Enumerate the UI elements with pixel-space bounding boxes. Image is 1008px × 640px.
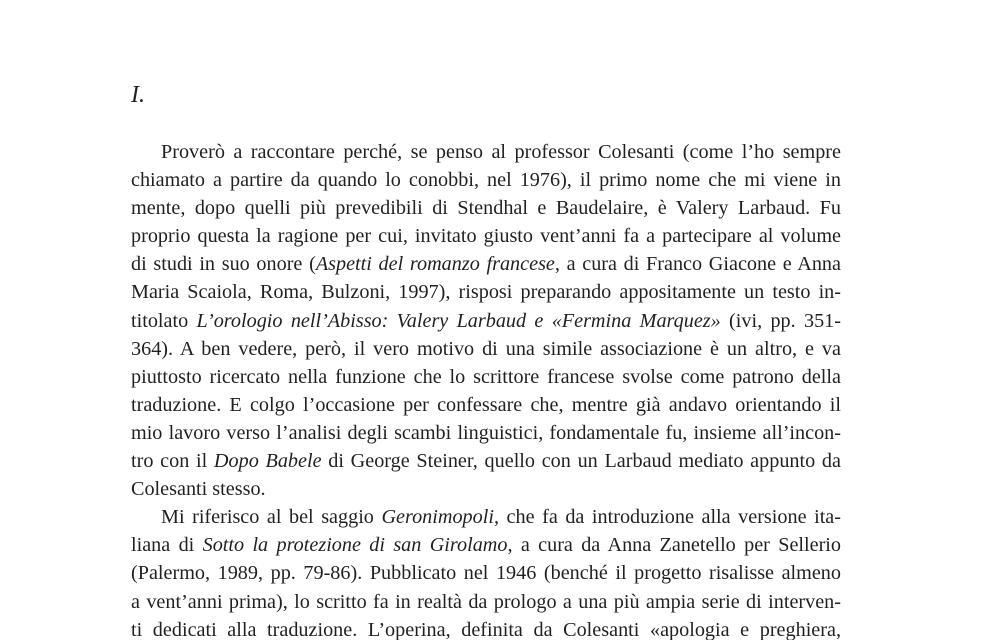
italic-title: L’orologio nell’Abisso: Valery Larbaud e «Fermina Marquez» [196,309,721,332]
text-line: Maria Scaiola, Roma, Bulzoni, 1997), risposi preparando appositamente un testo in- [131,281,841,304]
italic-title: Geronimopoli [381,506,494,529]
text-line: liana di Sotto la protezione di san Girolamo, a cura da Anna Zanetello per Sellerio [131,534,842,557]
text-line: mente, dopo quelli più prevedibili di Stendhal e Baudelaire, è Valery Larbaud. Fu [131,197,841,220]
italic-title: Sotto la protezione di san Girolamo [202,534,508,557]
text-line: proprio questa la ragione per cui, invitato giusto vent’anni fa a partecipare al volume [131,225,841,248]
text-line: a vent’anni prima), lo scritto fa in realtà da prologo a una più ampia serie di interven- [131,590,841,613]
text-line: Mi riferisco al bel saggio Geronimopoli, che fa da introduzione alla versione ita- [161,506,841,529]
italic-title: Dopo Babele [213,450,322,473]
paragraph [131,503,841,640]
text-line: di studi in suo onore (Aspetti del romanzo francese, a cura di Franco Giacone e Anna [131,253,841,276]
text-line: (Palermo, 1989, pp. 79-86). Pubblicato nel 1946 (benché il progetto risalisse almeno [131,562,841,585]
paragraph [131,138,841,503]
text-line: mio lavoro verso l’analisi degli scambi linguistici, fondamentale fu, insieme all’incon- [131,421,841,444]
italic-title: Aspetti del romanzo francese [315,253,555,276]
text-line: titolato L’orologio nell’Abisso: Valery Larbaud e «Fermina Marquez» (ivi, pp. 351- [131,309,841,332]
text-line: chiamato a partire da quando lo conobbi, nel 1976), il primo nome che mi viene in [131,169,841,192]
body-text [131,138,841,640]
text-line: traduzione. E colgo l’occasione per confessare che, mentre già andavo orientando il [131,393,841,416]
text-line: piuttosto ricercato nella funzione che lo scrittore francese svolse come patrono della [131,365,841,388]
text-line: 364). A ben vedere, però, il vero motivo di una simile associazione è un altro, e va [131,337,841,360]
text-line: Proverò a raccontare perché, se penso al professor Colesanti (come l’ho sempre [161,141,841,163]
text-line: ti dedicati alla traduzione. L’operina, definita da Colesanti «apologia e preghiera, [131,618,841,640]
text-line: Colesanti stesso. [131,478,266,501]
section-heading: I. [131,82,145,108]
text-line: tro con il Dopo Babele di George Steiner, quello con un Larbaud mediato appunto da [131,450,841,473]
